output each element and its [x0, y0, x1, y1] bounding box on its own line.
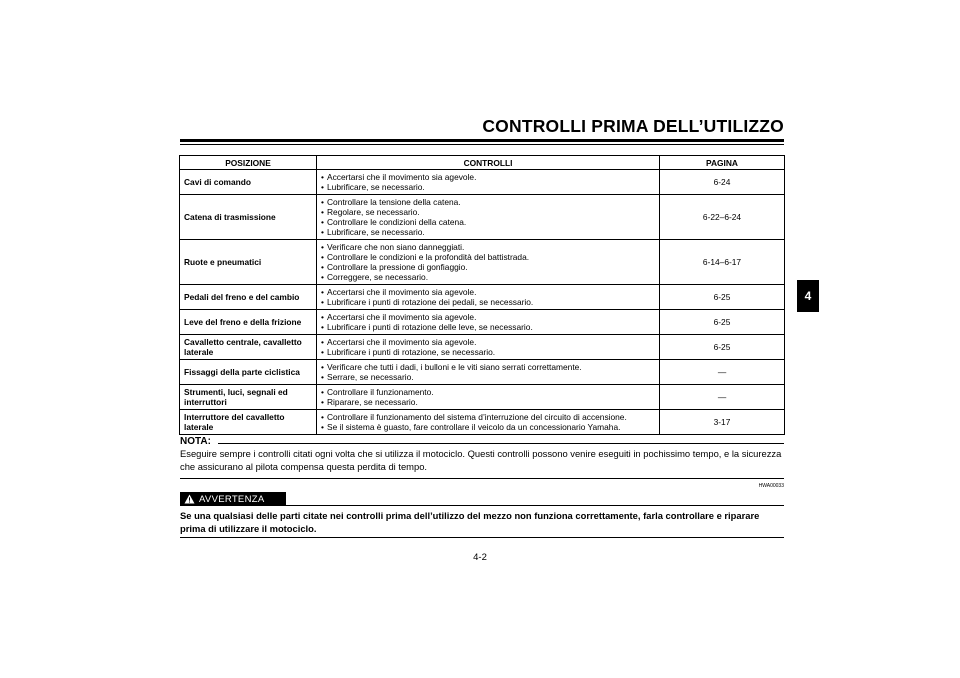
cell-posizione: Catena di trasmissione	[180, 195, 317, 240]
cell-pagina: 6-25	[660, 310, 785, 335]
warning-code: HWA00033	[758, 483, 784, 489]
cell-controlli	[317, 310, 660, 335]
controlli-list	[321, 312, 655, 332]
controlli-list	[321, 387, 655, 407]
table-row	[180, 360, 785, 385]
list-item: • Verificare che non siano danneggiati.	[321, 242, 655, 252]
cell-controlli	[317, 335, 660, 360]
cell-posizione: Leve del freno e della frizione	[180, 310, 317, 335]
list-item: • Correggere, se necessario.	[321, 272, 655, 282]
cell-pagina: —	[660, 385, 785, 410]
cell-pagina: 6-24	[660, 170, 785, 195]
cell-controlli	[317, 240, 660, 285]
list-item: • Se il sistema è guasto, fare controllare il veicolo da un concessionario Yamaha.	[321, 422, 655, 432]
header-pagina: PAGINA	[660, 156, 785, 170]
checklist-table	[179, 155, 785, 435]
list-item: • Controllare il funzionamento.	[321, 387, 655, 397]
warning-text: Se una qualsiasi delle parti citate nei controlli prima dell’utilizzo del mezzo non funziona correttamente, farla controllare e riparare prima di utilizzare il motociclo.	[180, 510, 760, 534]
header-posizione: POSIZIONE	[180, 156, 317, 170]
controlli-list	[321, 172, 655, 192]
table-row	[180, 335, 785, 360]
list-item: • Lubrificare i punti di rotazione delle leve, se necessario.	[321, 322, 655, 332]
controlli-list	[321, 287, 655, 307]
nota-text: Eseguire sempre i controlli citati ogni volta che si utilizza il motociclo. Questi controlli possono venire eseguiti in pochissimo tempo, e la sicurezza che assicurano al pilota compensa questa perdita di tempo.	[180, 448, 782, 472]
table-row	[180, 310, 785, 335]
warning-triangle-icon	[184, 494, 195, 504]
list-item: • Verificare che tutti i dadi, i bulloni e le viti siano serrati correttamente.	[321, 362, 655, 372]
table-header-row	[180, 156, 785, 170]
warning-badge	[180, 492, 286, 506]
list-item: • Controllare le condizioni e la profondità del battistrada.	[321, 252, 655, 262]
page-number: 4-2	[473, 552, 487, 563]
cell-posizione: Fissaggi della parte ciclistica	[180, 360, 317, 385]
table-row	[180, 410, 785, 435]
nota-end-rule	[180, 478, 784, 479]
controlli-list	[321, 197, 655, 237]
controlli-list	[321, 362, 655, 382]
list-item: • Lubrificare, se necessario.	[321, 227, 655, 237]
list-item: • Controllare le condizioni della catena.	[321, 217, 655, 227]
list-item: • Regolare, se necessario.	[321, 207, 655, 217]
table-body	[180, 170, 785, 435]
cell-pagina: 6-14–6-17	[660, 240, 785, 285]
list-item: • Riparare, se necessario.	[321, 397, 655, 407]
chapter-tab: 4	[797, 280, 819, 312]
table-row	[180, 285, 785, 310]
list-item: • Accertarsi che il movimento sia agevole.	[321, 337, 655, 347]
title-rule	[180, 139, 784, 142]
cell-controlli	[317, 410, 660, 435]
cell-posizione: Ruote e pneumatici	[180, 240, 317, 285]
list-item: • Controllare il funzionamento del sistema d’interruzione del circuito di accensione.	[321, 412, 655, 422]
list-item: • Controllare la tensione della catena.	[321, 197, 655, 207]
table-row	[180, 170, 785, 195]
list-item: • Controllare la pressione di gonfiaggio.	[321, 262, 655, 272]
warning-rule	[286, 505, 784, 506]
cell-posizione: Strumenti, luci, segnali ed interruttori	[180, 385, 317, 410]
title-rule-thin	[180, 144, 784, 145]
cell-posizione: Interruttore del cavalletto laterale	[180, 410, 317, 435]
warning-end-rule	[180, 537, 784, 538]
warning-label: AVVERTENZA	[199, 493, 265, 505]
cell-posizione: Cavalletto centrale, cavalletto laterale	[180, 335, 317, 360]
list-item: • Accertarsi che il movimento sia agevole.	[321, 287, 655, 297]
table-row	[180, 240, 785, 285]
cell-pagina: 6-25	[660, 285, 785, 310]
cell-pagina: 3-17	[660, 410, 785, 435]
table-row	[180, 195, 785, 240]
cell-posizione: Pedali del freno e del cambio	[180, 285, 317, 310]
cell-posizione: Cavi di comando	[180, 170, 317, 195]
list-item: • Lubrificare i punti di rotazione, se necessario.	[321, 347, 655, 357]
list-item: • Serrare, se necessario.	[321, 372, 655, 382]
nota-rule	[218, 443, 784, 444]
controlli-list	[321, 412, 655, 432]
cell-controlli	[317, 360, 660, 385]
table-row	[180, 385, 785, 410]
cell-pagina: 6-25	[660, 335, 785, 360]
page-title: CONTROLLI PRIMA DELL’UTILIZZO	[482, 116, 784, 136]
header-controlli: CONTROLLI	[317, 156, 660, 170]
list-item: • Lubrificare, se necessario.	[321, 182, 655, 192]
cell-pagina: 6-22–6-24	[660, 195, 785, 240]
list-item: • Accertarsi che il movimento sia agevole.	[321, 172, 655, 182]
controlli-list	[321, 242, 655, 282]
controlli-list	[321, 337, 655, 357]
cell-controlli	[317, 385, 660, 410]
cell-pagina: —	[660, 360, 785, 385]
list-item: • Accertarsi che il movimento sia agevole.	[321, 312, 655, 322]
list-item: • Lubrificare i punti di rotazione dei pedali, se necessario.	[321, 297, 655, 307]
nota-heading: NOTA:	[180, 436, 211, 447]
cell-controlli	[317, 285, 660, 310]
cell-controlli	[317, 170, 660, 195]
cell-controlli	[317, 195, 660, 240]
